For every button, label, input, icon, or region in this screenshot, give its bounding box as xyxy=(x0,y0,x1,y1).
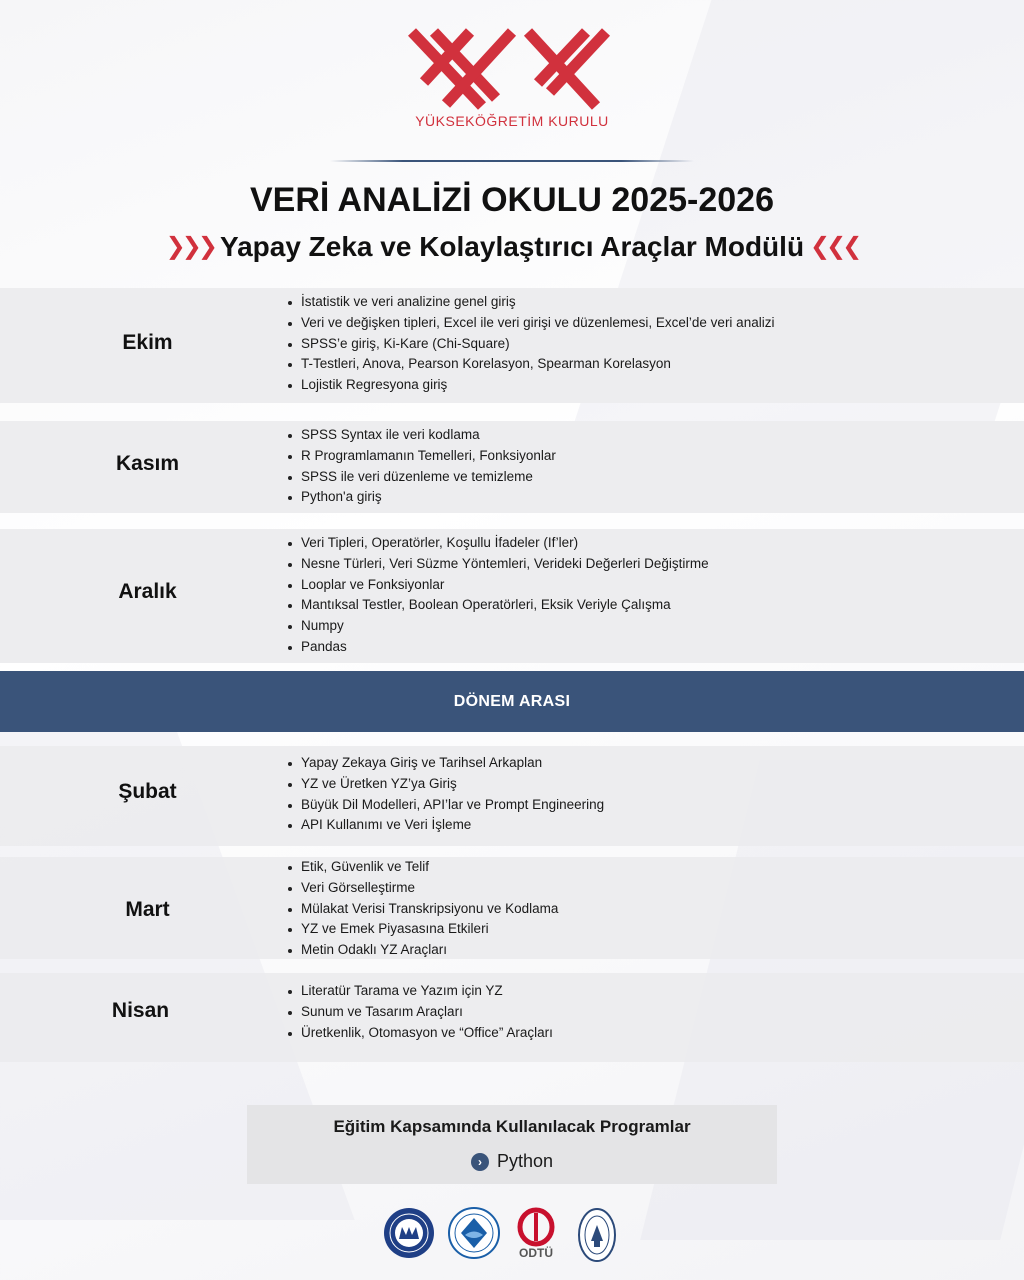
topic-item: Veri ve değişken tipleri, Excel ile veri girişi ve düzenlemesi, Excel’de veri analizi xyxy=(283,313,774,334)
schedule-row-subat xyxy=(0,746,1024,846)
schedule-row-ekim xyxy=(0,288,1024,403)
topic-item: Python'a giriş xyxy=(283,487,556,508)
topic-item: Mülakat Verisi Transkripsiyonu ve Kodlama xyxy=(283,899,558,920)
topic-item: Mantıksal Testler, Boolean Operatörleri, Eksik Veriyle Çalışma xyxy=(283,595,709,616)
month-label: Kasım xyxy=(115,452,180,475)
topic-item: Numpy xyxy=(283,616,709,637)
month-label: Ekim xyxy=(122,331,173,354)
topic-item: Nesne Türleri, Veri Süzme Yöntemleri, Verideki Değerleri Değiştirme xyxy=(283,554,709,575)
schedule-row-mart xyxy=(0,857,1024,959)
schedule-row-aralik xyxy=(0,529,1024,663)
semester-break-label: DÖNEM ARASI xyxy=(453,692,571,710)
topic-item: YZ ve Üretken YZ’ya Giriş xyxy=(283,774,604,795)
topic-item: Etik, Güvenlik ve Telif xyxy=(283,857,558,878)
topic-list xyxy=(283,753,604,836)
marmara-university-logo xyxy=(383,1207,435,1259)
program-item-label: Python xyxy=(496,1151,554,1171)
odtu-logo-text: ODTÜ xyxy=(519,1246,553,1259)
month-label: Aralık xyxy=(118,580,177,603)
schedule-row-nisan xyxy=(0,973,1024,1062)
header-divider xyxy=(330,160,694,162)
topic-list xyxy=(283,533,709,658)
topic-item: Yapay Zekaya Giriş ve Tarihsel Arkaplan xyxy=(283,753,604,774)
org-name: YÜKSEKÖĞRETİM KURULU xyxy=(415,113,609,129)
topic-item: Sunum ve Tasarım Araçları xyxy=(283,1002,553,1023)
schedule-row-kasim xyxy=(0,421,1024,513)
topic-item: Büyük Dil Modelleri, API’lar ve Prompt Engineering xyxy=(283,795,604,816)
topic-item: Lojistik Regresyona giriş xyxy=(283,375,774,396)
month-label: Nisan xyxy=(111,999,170,1022)
bogazici-university-logo xyxy=(448,1207,500,1259)
chevron-right-icon: › xyxy=(471,1153,489,1171)
month-label: Şubat xyxy=(118,780,177,803)
subtitle-text: Yapay Zeka ve Kolaylaştırıcı Araçlar Modülü xyxy=(219,231,805,262)
page-title: VERİ ANALİZİ OKULU 2025-2026 xyxy=(250,181,774,219)
topic-list xyxy=(283,425,556,508)
programs-title: Eğitim Kapsamında Kullanılacak Programlar xyxy=(333,1117,691,1136)
topic-item: T-Testleri, Anova, Pearson Korelasyon, Spearman Korelasyon xyxy=(283,354,774,375)
topic-item: API Kullanımı ve Veri İşleme xyxy=(283,815,604,836)
page-subtitle xyxy=(0,231,1024,263)
arrow-left-icon: ❮❮❮ xyxy=(810,233,859,260)
odtu-logo xyxy=(513,1207,559,1259)
topic-item: SPSS’e giriş, Ki-Kare (Chi-Square) xyxy=(283,334,774,355)
programs-box xyxy=(247,1105,777,1184)
month-label: Mart xyxy=(125,898,170,921)
istanbul-university-logo xyxy=(577,1207,617,1263)
topic-item: SPSS ile veri düzenleme ve temizleme xyxy=(283,467,556,488)
program-item xyxy=(247,1151,777,1172)
arrow-right-icon: ❯❯❯ xyxy=(165,233,214,260)
topic-item: R Programlamanın Temelleri, Fonksiyonlar xyxy=(283,446,556,467)
topic-item: Veri Görselleştirme xyxy=(283,878,558,899)
topic-item: İstatistik ve veri analizine genel giriş xyxy=(283,292,774,313)
topic-item: Veri Tipleri, Operatörler, Koşullu İfadeler (If’ler) xyxy=(283,533,709,554)
topic-list xyxy=(283,857,558,961)
topic-item: YZ ve Emek Piyasasına Etkileri xyxy=(283,919,558,940)
yok-logo xyxy=(400,28,624,110)
topic-list xyxy=(283,981,553,1043)
topic-item: SPSS Syntax ile veri kodlama xyxy=(283,425,556,446)
topic-list xyxy=(283,292,774,396)
topic-item: Metin Odaklı YZ Araçları xyxy=(283,940,558,961)
semester-break-banner xyxy=(0,671,1024,732)
topic-item: Literatür Tarama ve Yazım için YZ xyxy=(283,981,553,1002)
topic-item: Looplar ve Fonksiyonlar xyxy=(283,575,709,596)
topic-item: Üretkenlik, Otomasyon ve “Office” Araçları xyxy=(283,1023,553,1044)
topic-item: Pandas xyxy=(283,637,709,658)
